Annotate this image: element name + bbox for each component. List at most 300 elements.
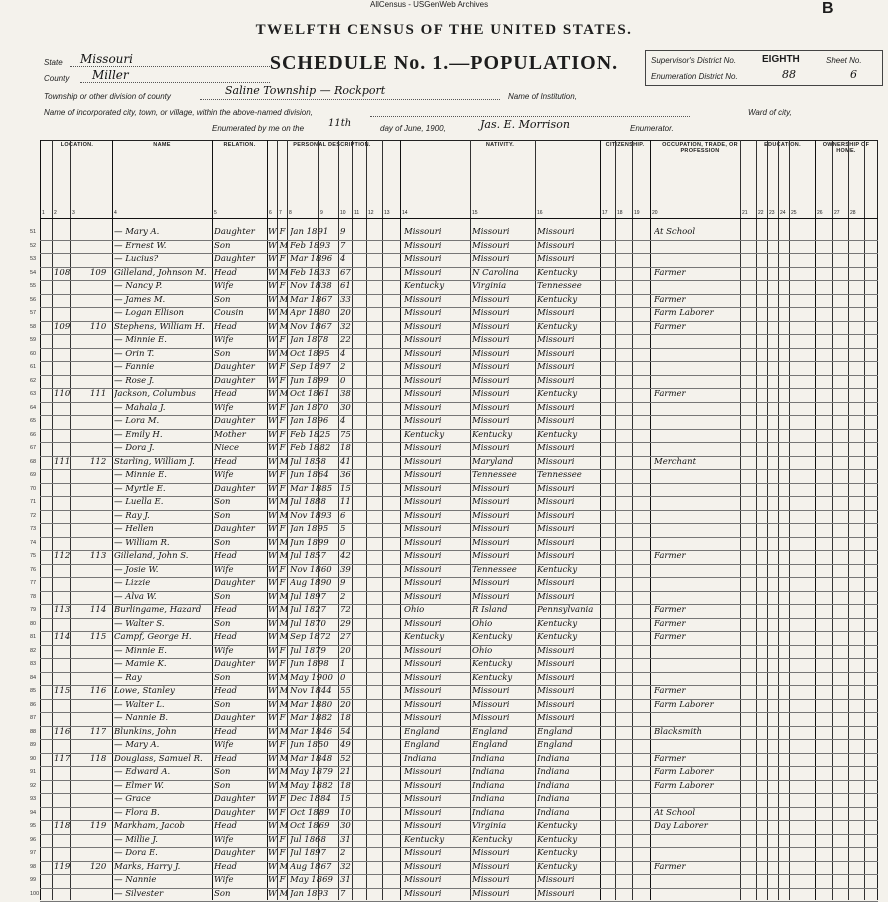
birth-date: Jan 1870 [290, 402, 329, 413]
dwelling-number: 116 [54, 726, 71, 737]
father-birthplace: Missouri [472, 348, 510, 359]
occupation: Merchant [654, 456, 696, 467]
person-name: — Nannie B. [114, 713, 169, 723]
occupation: Farmer [654, 294, 686, 305]
birth-date: Dec 1884 [290, 794, 331, 804]
mother-birthplace: Kentucky [537, 429, 578, 440]
group-personal: PERSONAL DESCRIPTION. [293, 142, 371, 148]
age: 52 [340, 753, 351, 764]
birthplace: Missouri [404, 618, 442, 629]
father-birthplace: Maryland [472, 456, 514, 467]
birth-date: Nov 1893 [290, 510, 332, 521]
person-name: — Fannie [114, 362, 155, 372]
column-number: 18 [617, 210, 623, 216]
birthplace: Missouri [404, 672, 442, 683]
age: 9 [340, 227, 346, 237]
column-number: 17 [602, 210, 608, 216]
age: 15 [340, 483, 351, 494]
father-birthplace: Missouri [472, 254, 510, 264]
occupation: At School [654, 227, 696, 237]
column-rule [740, 140, 741, 900]
age: 7 [340, 240, 346, 251]
color-sex: W F [268, 794, 286, 804]
person-name: Stephens, William H. [114, 321, 205, 332]
person-name: — Alva W. [114, 591, 157, 602]
relation: Wife [214, 564, 234, 575]
dwelling-number: 119 [54, 861, 71, 872]
birthplace: Missouri [404, 659, 442, 669]
color-sex: W M [268, 510, 288, 521]
relation: Daughter [214, 578, 255, 588]
father-birthplace: Kentucky [472, 834, 513, 845]
birthplace: Missouri [404, 794, 442, 804]
mother-birthplace: Missouri [537, 443, 575, 453]
relation: Wife [214, 402, 234, 413]
ward-label: Ward of city, [748, 108, 792, 117]
dwelling-number: 117 [54, 753, 71, 764]
column-rule [815, 140, 816, 900]
line-number: 59 [30, 337, 37, 343]
color-sex: W F [268, 524, 286, 534]
occupation: Farmer [654, 605, 686, 615]
father-birthplace: Missouri [472, 848, 510, 858]
birthplace: Kentucky [404, 429, 445, 440]
county-value: Miller [92, 68, 129, 82]
father-birthplace: Missouri [472, 483, 510, 494]
age: 38 [340, 389, 351, 399]
birth-date: Jul 1888 [290, 497, 326, 507]
mother-birthplace: Missouri [537, 591, 575, 602]
occupation: Farmer [654, 389, 686, 399]
birth-date: Mar 1896 [290, 254, 333, 264]
person-name: — Myrtle E. [114, 483, 166, 494]
age: 55 [340, 686, 351, 696]
county-line [80, 82, 270, 83]
line-number: 95 [30, 823, 37, 829]
father-birthplace: Kentucky [472, 659, 513, 669]
dwelling-number: 108 [54, 267, 71, 278]
line-number: 66 [30, 431, 37, 438]
family-number: 109 [90, 267, 107, 278]
father-birthplace: Tennessee [472, 470, 517, 480]
birthplace: Missouri [404, 227, 442, 237]
relation: Head [214, 321, 237, 332]
color-sex: W M [268, 294, 288, 305]
column-rule [600, 140, 601, 900]
relation: Daughter [214, 713, 255, 723]
line-number: 92 [30, 782, 37, 789]
column-number: 15 [472, 210, 478, 216]
group-name: NAME [153, 142, 171, 148]
occupation: Farm Laborer [654, 767, 714, 777]
column-number: 27 [834, 210, 840, 216]
birth-date: Apr 1880 [290, 308, 330, 318]
column-number: 3 [72, 210, 75, 216]
birth-date: May 1879 [290, 767, 333, 777]
column-number: 25 [791, 210, 797, 216]
mother-birthplace: Missouri [537, 402, 575, 413]
incorporated-label: Name of incorporated city, town, or village, within the above-named division, [44, 108, 313, 117]
color-sex: W M [268, 497, 288, 507]
person-name: — Ray J. [114, 510, 150, 521]
birthplace: Missouri [404, 578, 442, 588]
relation: Daughter [214, 524, 255, 534]
birth-date: Mar 1846 [290, 726, 333, 737]
column-rule [382, 140, 383, 900]
enumerated-month-label: day of June, 1900, [380, 124, 446, 133]
person-name: — Luella E. [114, 497, 164, 507]
birthplace: England [404, 740, 440, 750]
father-birthplace: Kentucky [472, 429, 513, 440]
group-location: LOCATION. [60, 142, 94, 148]
mother-birthplace: Missouri [537, 551, 575, 561]
color-sex: W F [268, 443, 286, 453]
enumeration-value: 88 [782, 68, 796, 81]
birthplace: Kentucky [404, 632, 445, 642]
father-birthplace: Ohio [472, 618, 493, 629]
person-name: — Edward A. [114, 767, 171, 777]
column-rule [338, 140, 339, 900]
person-name: — William R. [114, 537, 170, 548]
line-number: 82 [30, 647, 37, 654]
district-box [645, 50, 883, 86]
column-rule [778, 140, 779, 900]
township-label: Township or other division of county [44, 92, 171, 101]
relation: Head [214, 726, 237, 737]
birth-date: Mar 1848 [290, 753, 333, 764]
relation: Son [214, 888, 231, 899]
mother-birthplace: Kentucky [537, 821, 578, 831]
occupation: Blacksmith [654, 726, 702, 737]
mother-birthplace: Indiana [537, 794, 570, 804]
line-number: 84 [30, 674, 37, 681]
color-sex: W M [268, 348, 288, 359]
person-name: — Elmer W. [114, 780, 164, 791]
township-value: Saline Township — Rockport [225, 84, 386, 97]
color-sex: W F [268, 807, 286, 818]
color-sex: W M [268, 537, 288, 548]
color-sex: W F [268, 429, 286, 440]
dwelling-number: 115 [54, 686, 71, 696]
father-birthplace: Missouri [472, 321, 510, 332]
mother-birthplace: Kentucky [537, 848, 578, 858]
enumeration-label: Enumeration District No. [651, 72, 738, 81]
group-education: EDUCATION. [764, 142, 801, 148]
birth-date: Jun 1899 [290, 375, 329, 386]
person-name: Gilleland, John S. [114, 551, 189, 561]
mother-birthplace: Kentucky [537, 564, 578, 575]
age: 49 [340, 740, 351, 750]
occupation: Farmer [654, 321, 686, 332]
father-birthplace: Indiana [472, 807, 505, 818]
birthplace: Missouri [404, 807, 442, 818]
father-birthplace: Missouri [472, 375, 510, 386]
mother-birthplace: Kentucky [537, 321, 578, 332]
age: 2 [340, 848, 346, 858]
color-sex: W M [268, 389, 288, 399]
age: 30 [340, 821, 351, 831]
color-sex: W F [268, 375, 286, 386]
color-sex: W F [268, 659, 286, 669]
mother-birthplace: Kentucky [537, 267, 578, 278]
birth-date: Nov 1867 [290, 321, 332, 332]
birthplace: Missouri [404, 483, 442, 494]
color-sex: W F [268, 470, 286, 480]
person-name: Blunkins, John [114, 726, 177, 737]
column-rule [112, 140, 113, 900]
line-number: 69 [30, 472, 37, 478]
relation: Head [214, 821, 237, 831]
mother-birthplace: Missouri [537, 227, 575, 237]
age: 4 [340, 416, 346, 426]
enumerator-label: Enumerator. [630, 124, 674, 133]
person-name: — Mary A. [114, 740, 160, 750]
relation: Son [214, 497, 231, 507]
mother-birthplace: Kentucky [537, 294, 578, 305]
age: 22 [340, 335, 351, 345]
age: 0 [340, 672, 346, 683]
relation: Son [214, 618, 231, 629]
line-number: 70 [30, 485, 37, 492]
family-number: 116 [90, 686, 107, 696]
birth-date: Nov 1844 [290, 686, 332, 696]
mother-birthplace: Missouri [537, 240, 575, 251]
mother-birthplace: Missouri [537, 524, 575, 534]
census-title: TWELFTH CENSUS OF THE UNITED STATES. [255, 22, 633, 38]
column-number: 21 [742, 210, 748, 216]
column-number: 26 [817, 210, 823, 216]
state-label: State [44, 58, 63, 67]
dwelling-number: 110 [54, 389, 71, 399]
birth-date: Mar 1885 [290, 483, 333, 494]
birth-date: May 1869 [290, 875, 333, 885]
column-number: 7 [279, 210, 282, 216]
relation: Wife [214, 645, 234, 656]
line-number: 91 [30, 769, 37, 775]
age: 29 [340, 618, 351, 629]
person-name: — Dora J. [114, 443, 155, 453]
age: 5 [340, 524, 346, 534]
father-birthplace: Missouri [472, 537, 510, 548]
birth-date: Sep 1897 [290, 362, 331, 372]
family-number: 115 [90, 632, 107, 642]
mother-birthplace: Indiana [537, 767, 570, 777]
color-sex: W F [268, 254, 286, 264]
birth-date: Jul 1879 [290, 645, 326, 656]
relation: Head [214, 632, 237, 642]
birthplace: Missouri [404, 686, 442, 696]
birthplace: Missouri [404, 713, 442, 723]
color-sex: W M [268, 672, 288, 683]
enumerated-label: Enumerated by me on the [212, 124, 305, 133]
birth-date: May 1900 [290, 672, 333, 683]
occupation: At School [654, 807, 696, 818]
line-number: 100 [30, 890, 40, 897]
father-birthplace: Indiana [472, 753, 505, 764]
person-name: — Minnie E. [114, 645, 167, 656]
column-number: 8 [289, 210, 292, 216]
sheet-value: 6 [850, 68, 857, 81]
relation: Cousin [214, 308, 244, 318]
birthplace: Indiana [404, 753, 437, 764]
person-name: — Ray [114, 672, 142, 683]
line-number: 81 [30, 634, 37, 640]
person-name: — James M. [114, 294, 166, 305]
schedule-title: SCHEDULE No. 1.—POPULATION. [269, 52, 619, 74]
father-birthplace: Missouri [472, 713, 510, 723]
age: 0 [340, 375, 346, 386]
line-number: 77 [30, 580, 37, 586]
person-name: Lowe, Stanley [114, 686, 175, 696]
age: 32 [340, 861, 351, 872]
birth-date: Oct 1895 [290, 348, 330, 359]
line-number: 76 [30, 566, 37, 573]
mother-birthplace: Missouri [537, 483, 575, 494]
column-number: 20 [652, 210, 658, 216]
age: 11 [340, 497, 351, 507]
age: 39 [340, 564, 351, 575]
column-rule [52, 140, 53, 900]
color-sex: W M [268, 780, 288, 791]
birth-date: Jul 1870 [290, 618, 326, 629]
column-number: 9 [320, 210, 323, 216]
father-birthplace: Missouri [472, 551, 510, 561]
line-number: 96 [30, 836, 37, 843]
age: 15 [340, 794, 351, 804]
mother-birthplace: Indiana [537, 807, 570, 818]
father-birthplace: Missouri [472, 227, 510, 237]
color-sex: W F [268, 362, 286, 372]
father-birthplace: Missouri [472, 443, 510, 453]
person-name: — Minnie E. [114, 335, 167, 345]
birthplace: Missouri [404, 537, 442, 548]
dwelling-number: 113 [54, 605, 71, 615]
person-name: — Lora M. [114, 416, 160, 426]
father-birthplace: Missouri [472, 362, 510, 372]
line-number: 86 [30, 701, 37, 708]
birthplace: Missouri [404, 564, 442, 575]
mother-birthplace: Missouri [537, 348, 575, 359]
age: 41 [340, 456, 351, 467]
age: 33 [340, 294, 351, 305]
birthplace: Missouri [404, 861, 442, 872]
column-rule [535, 140, 536, 900]
mother-birthplace: Missouri [537, 686, 575, 696]
relation: Daughter [214, 362, 255, 372]
mother-birthplace: Tennessee [537, 470, 582, 480]
birthplace: Ohio [404, 605, 425, 615]
mother-birthplace: Missouri [537, 254, 575, 264]
line-number: 57 [30, 310, 37, 316]
occupation: Day Laborer [654, 821, 708, 831]
birthplace: Missouri [404, 389, 442, 399]
birth-date: Jun 1899 [290, 537, 329, 548]
birth-date: Jan 1895 [290, 524, 329, 534]
line-number: 58 [30, 323, 37, 330]
color-sex: W M [268, 726, 288, 737]
father-birthplace: Missouri [472, 389, 510, 399]
column-rule [650, 140, 651, 900]
birth-date: Feb 1833 [290, 267, 331, 278]
person-name: — Grace [114, 794, 151, 804]
column-number: 10 [340, 210, 346, 216]
birth-date: Nov 1860 [290, 564, 332, 575]
birthplace: Kentucky [404, 281, 445, 291]
person-name: Gilleland, Johnson M. [114, 267, 207, 278]
birthplace: England [404, 726, 440, 737]
father-birthplace: Missouri [472, 686, 510, 696]
color-sex: W M [268, 632, 288, 642]
column-number: 5 [214, 210, 217, 216]
line-number: 53 [30, 256, 37, 262]
birthplace: Missouri [404, 848, 442, 858]
mother-birthplace: Missouri [537, 335, 575, 345]
mother-birthplace: Missouri [537, 308, 575, 318]
column-rule [40, 140, 41, 900]
age: 31 [340, 875, 351, 885]
birth-date: Jan 1878 [290, 335, 329, 345]
mother-birthplace: Missouri [537, 645, 575, 656]
occupation: Farm Laborer [654, 308, 714, 318]
person-name: — Logan Ellison [114, 308, 184, 318]
relation: Son [214, 591, 231, 602]
father-birthplace: Kentucky [472, 672, 513, 683]
line-number: 87 [30, 715, 37, 721]
group-nativity: NATIVITY. [485, 142, 515, 148]
color-sex: W F [268, 834, 286, 845]
age: 32 [340, 321, 351, 332]
age: 72 [340, 605, 351, 615]
age: 42 [340, 551, 351, 561]
state-line [70, 66, 270, 67]
relation: Daughter [214, 794, 255, 804]
father-birthplace: Missouri [472, 875, 510, 885]
line-number: 54 [30, 269, 37, 276]
birthplace: Missouri [404, 240, 442, 251]
sheet-letter: B [822, 0, 834, 17]
column-rule [366, 140, 367, 900]
column-rule [767, 140, 768, 900]
birth-date: Feb 1825 [290, 429, 331, 440]
birthplace: Missouri [404, 456, 442, 467]
birth-date: Sep 1872 [290, 632, 331, 642]
relation: Mother [214, 429, 246, 440]
birth-date: Feb 1882 [290, 443, 331, 453]
relation: Head [214, 267, 237, 278]
birth-date: Jan 1891 [290, 227, 329, 237]
birthplace: Kentucky [404, 834, 445, 845]
color-sex: W F [268, 416, 286, 426]
relation: Son [214, 537, 231, 548]
column-number: 13 [384, 210, 390, 216]
birthplace: Missouri [404, 524, 442, 534]
line-number: 52 [30, 242, 37, 249]
father-birthplace: Virginia [472, 821, 507, 831]
birth-date: Aug 1867 [290, 861, 332, 872]
occupation: Farmer [654, 753, 686, 764]
mother-birthplace: England [537, 740, 573, 750]
relation: Head [214, 861, 237, 872]
age: 36 [340, 470, 351, 480]
father-birthplace: Missouri [472, 308, 510, 318]
relation: Wife [214, 470, 234, 480]
person-name: — Mamie K. [114, 659, 167, 669]
family-number: 111 [90, 389, 107, 399]
color-sex: W F [268, 564, 286, 575]
relation: Wife [214, 335, 234, 345]
column-rule [470, 140, 471, 900]
color-sex: W M [268, 618, 288, 629]
